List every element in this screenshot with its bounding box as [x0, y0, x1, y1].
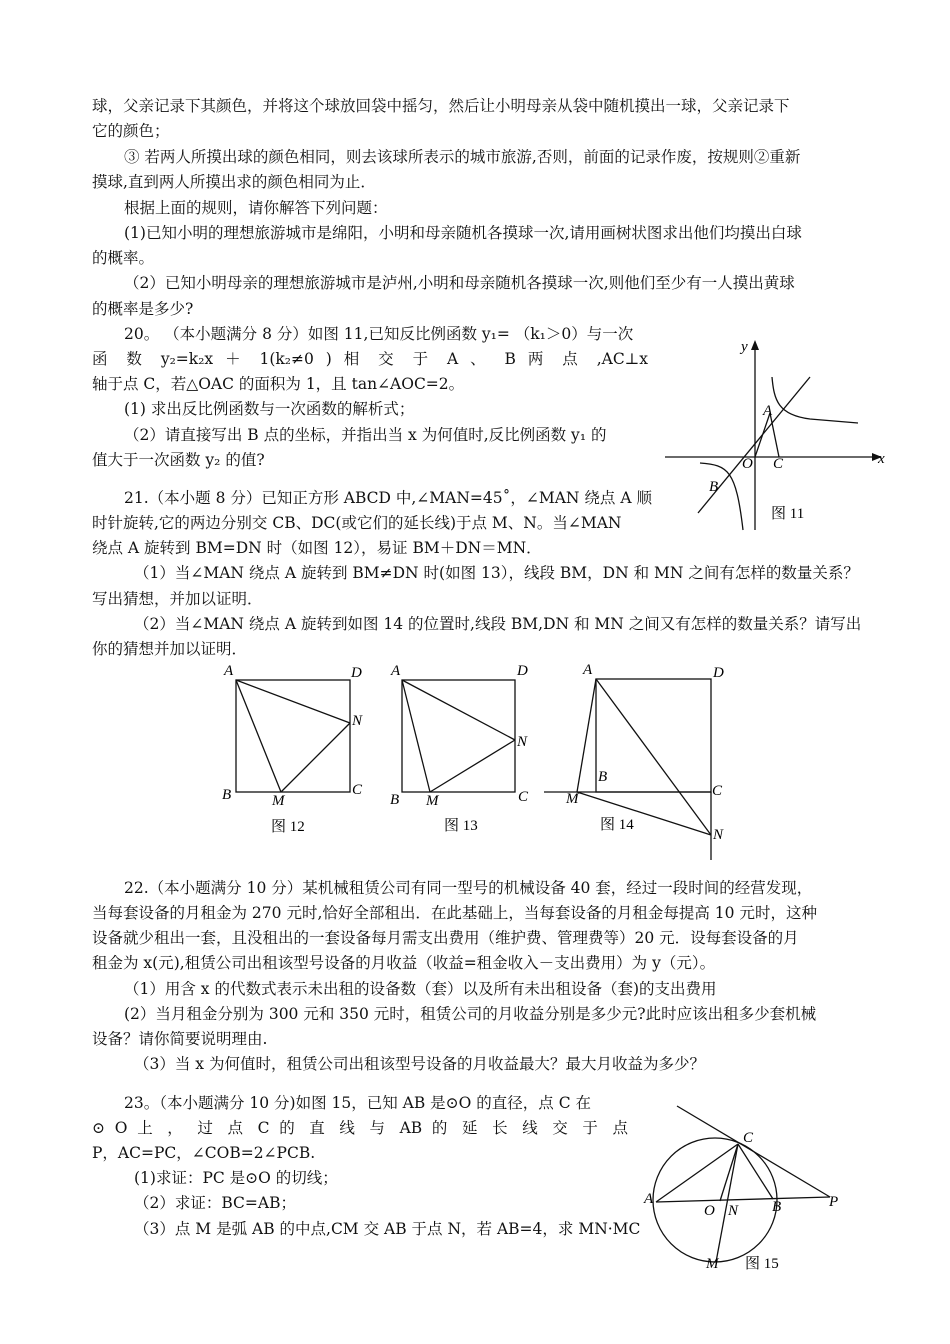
fig12-point-a: A — [224, 663, 234, 679]
text-line: （2）已知小明母亲的理想旅游城市是泸州,小明和母亲随机各摸球一次,则他们至少有一人摸出黄球 — [124, 274, 795, 292]
fig13-point-n: N — [517, 734, 528, 750]
text-line: 设备？请你简要说明理由. — [92, 1030, 268, 1048]
text-line: （2）求证：BC=AB； — [134, 1194, 296, 1212]
text-line: (1) 求出反比例函数与一次函数的解析式； — [124, 400, 415, 418]
fig13-point-b: B — [390, 792, 400, 808]
fig14-point-b: B — [598, 769, 608, 785]
text-line: 函 数 y₂=k₂x ＋ 1(k₂≠0 ) 相 交 于 A 、 B 两 点 ,AC⊥x — [92, 350, 648, 368]
fig13-point-d: D — [517, 663, 528, 679]
figure-12 — [215, 655, 375, 840]
question-20-title: 20。 （本小题满分 8 分）如图 11,已知反比例函数 y₁= （k₁＞0）与一次 — [124, 325, 634, 343]
text-line: （1）当∠MAN 绕点 A 旋转到 BM≠DN 时(如图 13），线段 BM，DN 和 MN 之间有怎样的数量关系？ — [134, 564, 859, 582]
fig14-point-m: M — [566, 791, 579, 807]
figure-15 — [640, 1100, 860, 1275]
text-line: 的概率。 — [92, 249, 155, 267]
text-line: 你的猜想并加以证明． — [92, 640, 248, 658]
text-line: （3）点 M 是弧 AB 的中点,CM 交 AB 于点 N，若 AB=4，求 MN·MC — [134, 1220, 641, 1238]
fig12-point-d: D — [351, 665, 362, 681]
text-line: 写出猜想，并加以证明． — [92, 590, 263, 608]
fig14-point-c: C — [712, 783, 723, 799]
text-line: 轴于点 C，若△OAC 的面积为 1，且 tan∠AOC=2。 — [92, 375, 465, 393]
fig15-point-a: A — [644, 1191, 654, 1207]
fig15-point-p: P — [829, 1194, 839, 1210]
text-line: 时针旋转,它的两边分别交 CB、DC(或它们的延长线)于点 M、N。当∠MAN — [92, 514, 622, 532]
text-line: (2）当月租金分别为 300 元和 350 元时，租赁公司的月收益分别是多少元?此时应该出租多少套机械 — [124, 1005, 817, 1023]
fig11-y-label: y — [741, 339, 748, 355]
text-line: (1)已知小明的理想旅游城市是绵阳，小明和母亲随机各摸球一次,请用画树状图求出他们均摸出白球 — [124, 224, 802, 242]
fig11-caption: 图 11 — [771, 506, 805, 522]
text-line: （2）当∠MAN 绕点 A 旋转到如图 14 的位置时,线段 BM,DN 和 MN 之间又有怎样的数量关系？请写出 — [134, 615, 862, 633]
fig14-point-n: N — [713, 827, 724, 843]
figure-13 — [385, 655, 545, 840]
text-line: 根据上面的规则，请你解答下列问题： — [124, 199, 388, 217]
text-line: （1）用含 x 的代数式表示未出租的设备数（套）以及所有未出租设备（套)的支出费用 — [124, 980, 717, 998]
fig13-point-a: A — [391, 663, 401, 679]
fig13-point-m: M — [426, 793, 439, 809]
text-line: ⊙ O 上 ， 过 点 C 的 直 线 与 AB 的 延 长 线 交 于 点 — [92, 1119, 628, 1137]
fig15-point-o: O — [704, 1203, 715, 1219]
text-line: 球，父亲记录下其颜色，并将这个球放回袋中摇匀，然后让小明母亲从袋中随机摸出一球，父亲记录下 — [92, 97, 790, 115]
fig12-point-n: N — [352, 713, 363, 729]
text-line: 的概率是多少? — [92, 300, 194, 318]
figure-11 — [660, 335, 890, 535]
fig15-point-m: M — [706, 1256, 719, 1272]
fig14-caption: 图 14 — [600, 817, 634, 833]
fig15-point-b: B — [772, 1199, 782, 1215]
fig11-x-label: x — [878, 451, 885, 467]
fig11-point-o: O — [742, 456, 753, 472]
fig11-point-c: C — [773, 456, 784, 472]
text-line: (1)求证：PC 是⊙O 的切线； — [134, 1169, 338, 1187]
fig12-point-m: M — [272, 793, 285, 809]
text-line: ③ 若两人所摸出球的颜色相同，则去该球所表示的城市旅游,否则，前面的记录作废，按规则②重新 — [124, 148, 801, 166]
text-line: P，AC=PC，∠COB=2∠PCB. — [92, 1144, 316, 1162]
text-line: 绕点 A 旋转到 BM=DN 时（如图 12），易证 BM＋DN＝MN． — [92, 539, 542, 557]
fig15-point-c: C — [743, 1130, 754, 1146]
fig11-point-a: A — [763, 403, 773, 419]
text-line: 它的颜色； — [92, 122, 170, 140]
fig13-point-c: C — [518, 789, 529, 805]
fig11-point-b: B — [709, 479, 719, 495]
text-line: 租金为 x(元),租赁公司出租该型号设备的月收益（收益=租金收入－支出费用）为 y（元）。 — [92, 954, 716, 972]
question-23-title: 23。（本小题满分 10 分)如图 15，已知 AB 是⊙O 的直径，点 C 在 — [124, 1094, 592, 1112]
fig14-point-a: A — [583, 662, 593, 678]
text-line: 摸球,直到两人所摸出求的颜色相同为止． — [92, 173, 376, 191]
question-21-title: 21.（本小题 8 分）已知正方形 ABCD 中,∠MAN=45˚，∠MAN 绕点 A 顺 — [124, 489, 652, 507]
fig15-caption: 图 15 — [745, 1256, 779, 1272]
fig13-caption: 图 13 — [444, 818, 478, 834]
text-line: 设备就少租出一套，且没租出的一套设备每月需支出费用（维护费、管理费等）20 元．设每套设备的月 — [92, 929, 799, 947]
fig12-point-b: B — [222, 787, 232, 803]
fig15-point-n: N — [728, 1203, 739, 1219]
text-line: （2）请直接写出 B 点的坐标，并指出当 x 为何值时,反比例函数 y₁ 的 — [124, 426, 607, 444]
question-22-title: 22.（本小题满分 10 分）某机械租赁公司有同一型号的机械设备 40 套，经过一段时间的经营发现， — [124, 879, 813, 897]
text-line: 值大于一次函数 y₂ 的值? — [92, 451, 265, 469]
text-line: 当每套设备的月租金为 270 元时,恰好全部租出．在此基础上，当每套设备的月租金每提高 10 元时，这种 — [92, 904, 817, 922]
fig12-caption: 图 12 — [271, 819, 305, 835]
fig14-point-d: D — [713, 665, 724, 681]
fig12-point-c: C — [352, 782, 363, 798]
figure-14 — [540, 655, 740, 865]
text-line: （3）当 x 为何值时，租赁公司出租该型号设备的月收益最大？最大月收益为多少？ — [134, 1055, 705, 1073]
